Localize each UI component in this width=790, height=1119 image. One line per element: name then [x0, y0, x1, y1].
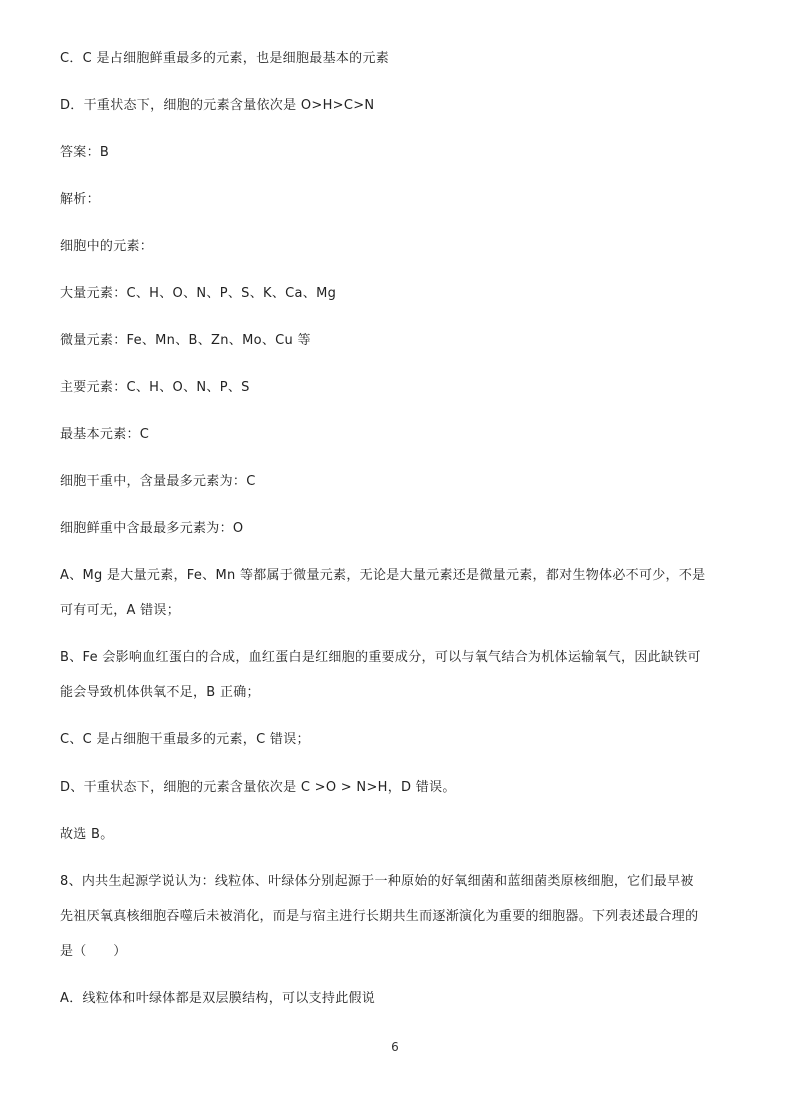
- analysis-line: 能会导致机体供氧不足，B 正确；: [60, 685, 260, 700]
- option-d-line: D．干重状态下，细胞的元素含量依次是 O>H>C>N: [60, 98, 375, 113]
- analysis-line: 主要元素：C、H、O、N、P、S: [60, 380, 250, 395]
- analysis-line: 最基本元素：C: [60, 427, 150, 442]
- analysis-line: B、Fe 会影响血红蛋白的合成，血红蛋白是红细胞的重要成分，可以与氧气结合为机体运输氧气，因此缺铁可: [60, 650, 701, 665]
- conclusion-line: 故选 B。: [60, 827, 114, 842]
- analysis-line: D、干重状态下，细胞的元素含量依次是 C >O > N>H，D 错误。: [60, 780, 456, 795]
- option-c-line: C．C 是占细胞鲜重最多的元素，也是细胞最基本的元素: [60, 51, 390, 66]
- analysis-line: 细胞干重中，含量最多元素为：C: [60, 474, 256, 489]
- analysis-line: 可有可无，A 错误；: [60, 603, 181, 618]
- analysis-line: 大量元素：C、H、O、N、P、S、K、Ca、Mg: [60, 286, 337, 301]
- answer-line: 答案：B: [60, 145, 110, 160]
- analysis-line: 微量元素：Fe、Mn、B、Zn、Mo、Cu 等: [60, 333, 311, 348]
- analysis-line: C、C 是占细胞干重最多的元素，C 错误；: [60, 732, 310, 747]
- analysis-line: 细胞鲜重中含最最多元素为：O: [60, 521, 244, 536]
- question-8-line: 8、内共生起源学说认为：线粒体、叶绿体分别起源于一种原始的好氧细菌和蓝细菌类原核细胞，它们最早被: [60, 874, 694, 889]
- page-number: 6: [391, 1040, 399, 1054]
- analysis-heading: 解析：: [60, 192, 100, 207]
- question-8-line: 先祖厌氧真核细胞吞噬后未被消化，而是与宿主进行长期共生而逐渐演化为重要的细胞器。下列表述最合理的: [60, 909, 699, 924]
- analysis-line: A、Mg 是大量元素，Fe、Mn 等都属于微量元素，无论是大量元素还是微量元素，都对生物体必不可少，不是: [60, 568, 706, 583]
- option-a-line: A．线粒体和叶绿体都是双层膜结构，可以支持此假说: [60, 991, 376, 1006]
- question-8-line: 是（ ）: [60, 944, 127, 959]
- analysis-line: 细胞中的元素：: [60, 239, 154, 254]
